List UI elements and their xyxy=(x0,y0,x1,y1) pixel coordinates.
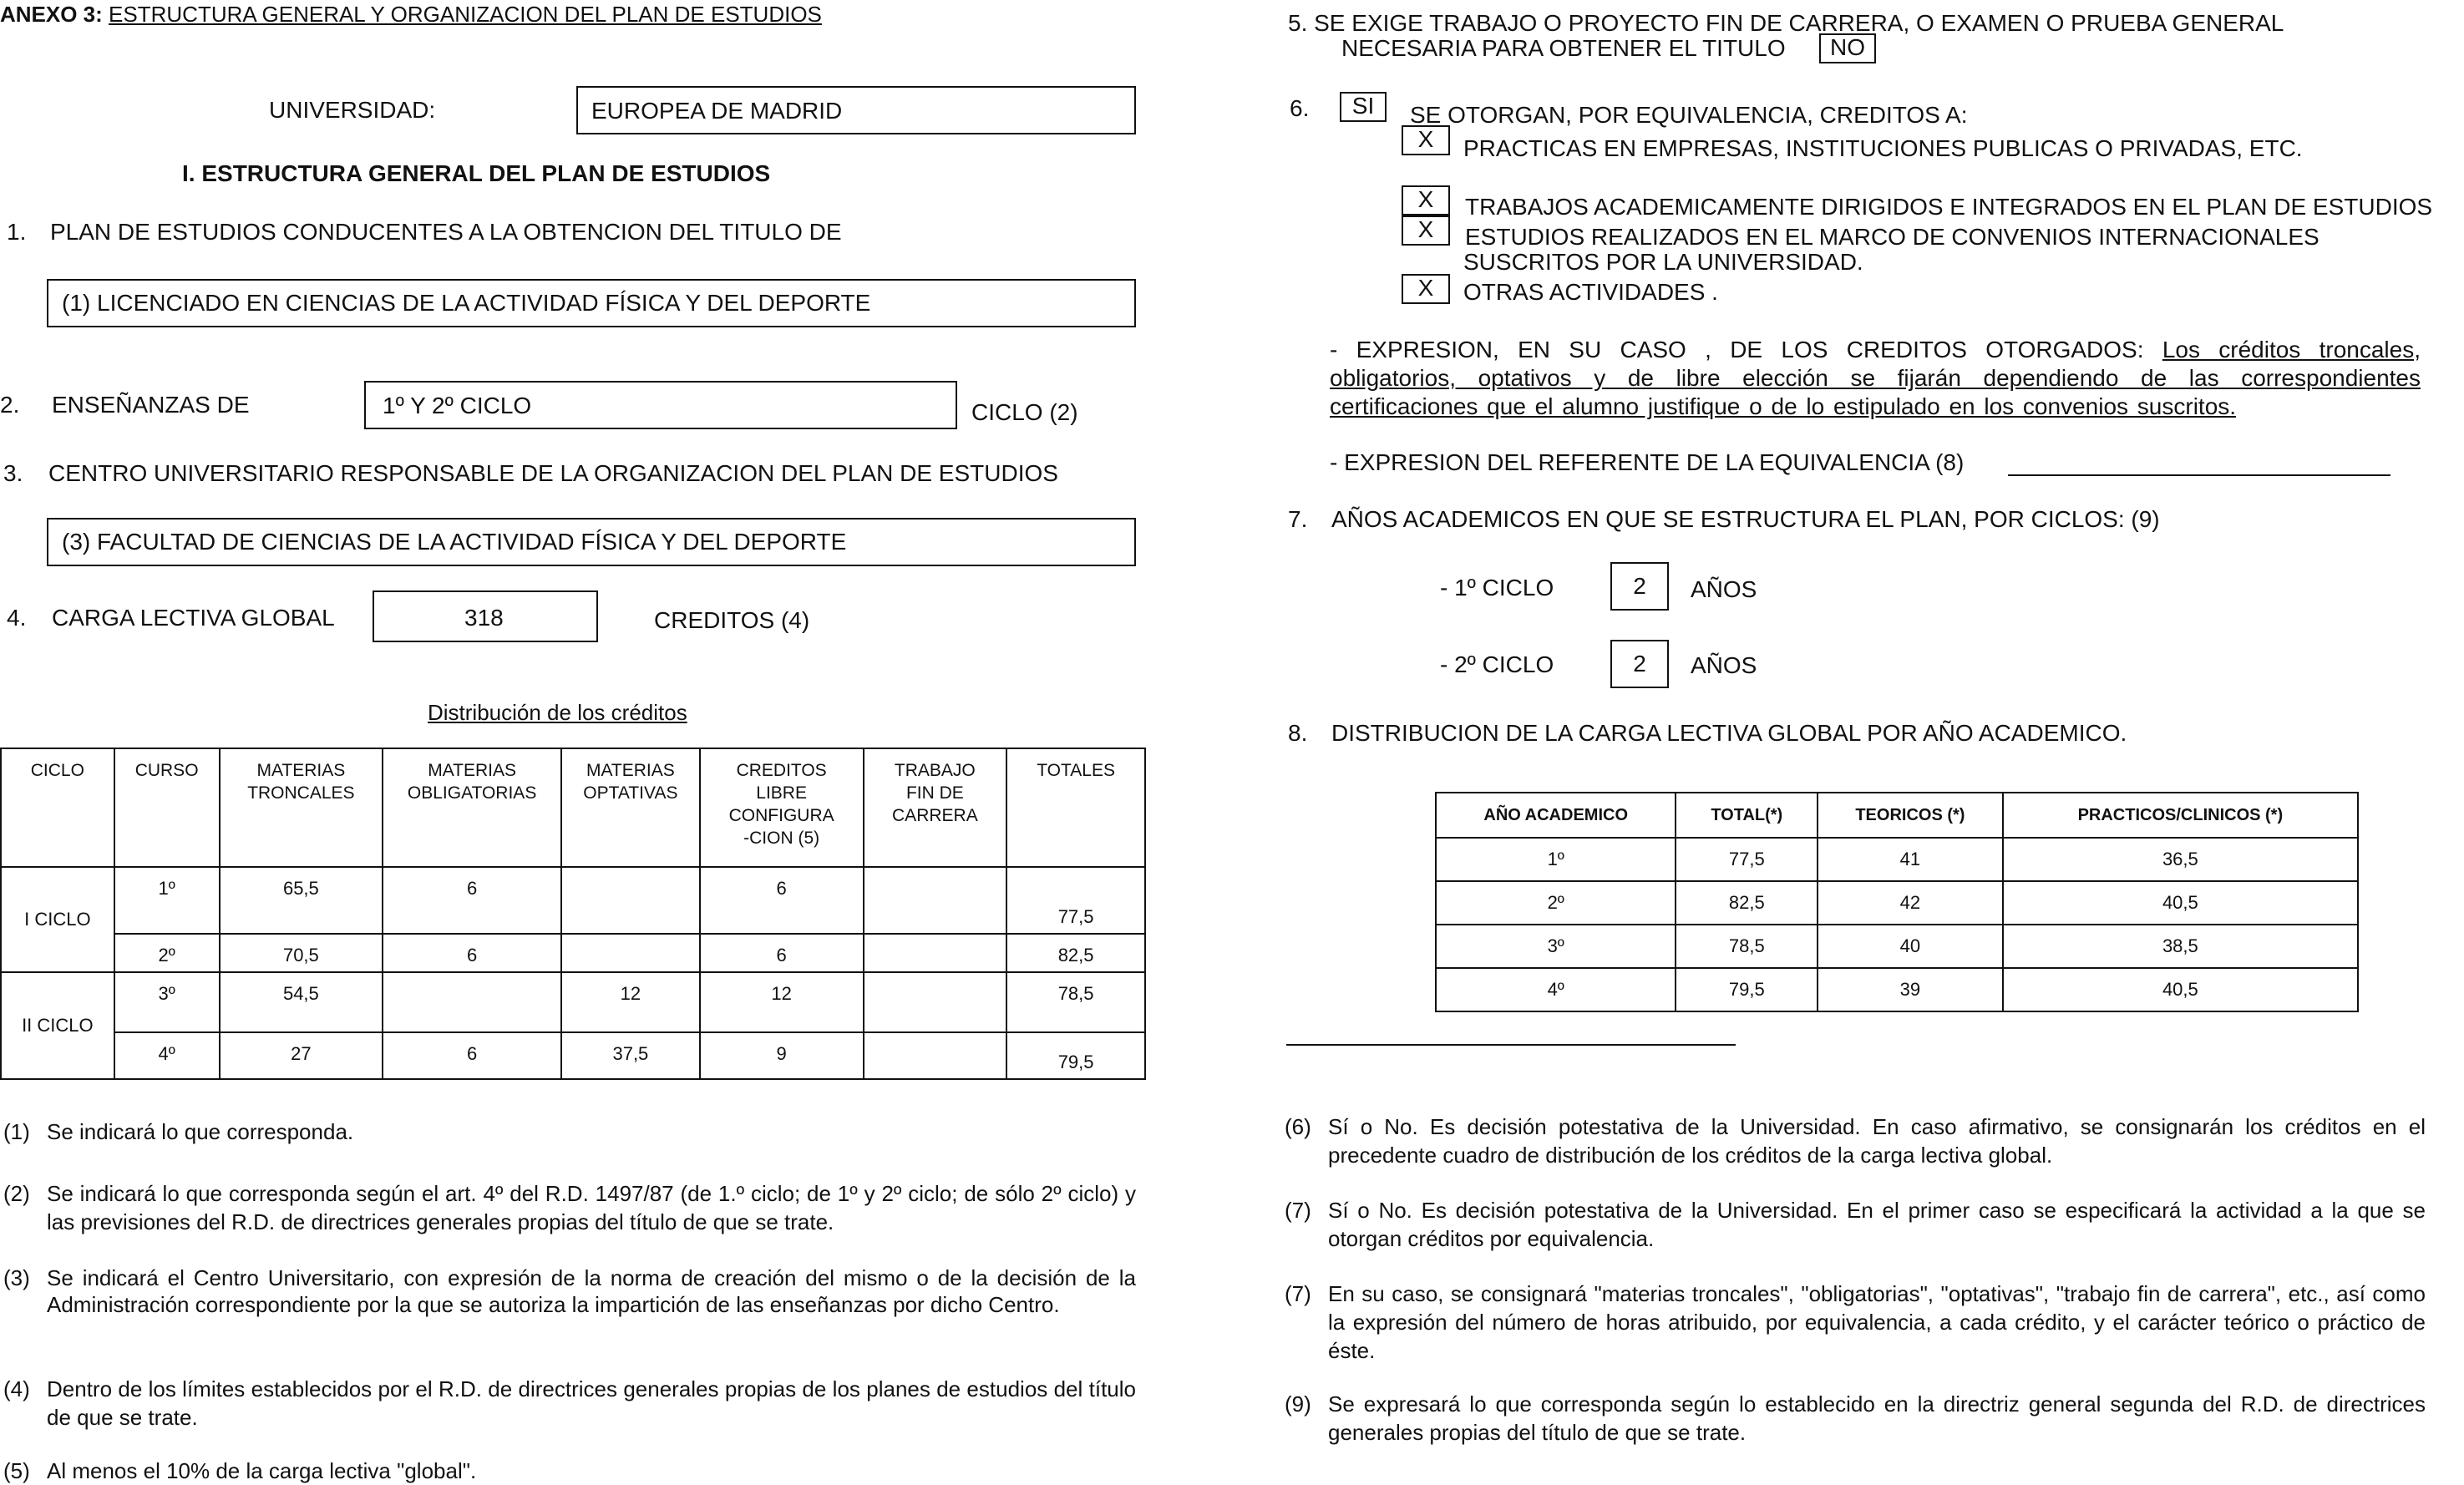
item2-label: ENSEÑANZAS DE xyxy=(52,392,250,418)
footnote-separator xyxy=(1286,1044,1736,1046)
optativas-cell: 12 xyxy=(561,972,700,1032)
referente-label: - EXPRESION DEL REFERENTE DE LA EQUIVALENCIA (8) xyxy=(1330,449,1965,475)
table-row xyxy=(1436,838,2358,881)
header-libre-configuracion: CREDITOS LIBRE CONFIGURA -CION (5) xyxy=(700,748,864,867)
item6-number: 6. xyxy=(1290,95,1310,121)
total-cell: 78,5 xyxy=(1006,972,1145,1032)
expresion-label: - EXPRESION, EN SU CASO , DE LOS CREDITOS OTORGADOS: xyxy=(1330,337,2144,362)
annual-load-table xyxy=(1435,792,2359,1012)
footnote-1 xyxy=(3,1118,1136,1146)
footnote-4 xyxy=(3,1375,1136,1432)
ciclo1-years-box: 2 xyxy=(1610,562,1669,611)
anio-cell: 1º xyxy=(1436,838,1676,881)
practicos-cell: 38,5 xyxy=(2003,925,2358,968)
item4-number: 4. xyxy=(7,605,27,631)
item4-suffix: CREDITOS (4) xyxy=(654,607,810,633)
ciclo2-label: - 2º CICLO xyxy=(1440,651,1554,677)
item3-label: CENTRO UNIVERSITARIO RESPONSABLE DE LA ORGANIZACION DEL PLAN DE ESTUDIOS xyxy=(48,460,1058,486)
table-row xyxy=(1,972,1145,1032)
carga-value: 318 xyxy=(464,605,504,631)
table-row xyxy=(1,867,1145,934)
footnote-2 xyxy=(3,1179,1136,1236)
footnote-5 xyxy=(3,1457,1136,1485)
teoricos-cell: 40 xyxy=(1818,925,2003,968)
footnote-text: En su caso, se consignará "materias troncales", "obligatorias", "optativas", "trabajo fin de carrera", etc., así como la expresión del número de horas atribuido, por equivalencia, a cada crédito, y el carácter teórico o práctico de éste. xyxy=(1328,1281,2426,1363)
distribution-title: Distribución de los créditos xyxy=(428,700,687,725)
item2-number: 2. xyxy=(0,392,20,418)
header-totales: TOTALES xyxy=(1006,748,1145,867)
obligatorias-cell: 6 xyxy=(383,934,561,972)
ensenanzas-value: 1º Y 2º CICLO xyxy=(383,393,532,418)
item5-line2: NECESARIA PARA OBTENER EL TITULO xyxy=(1341,35,1786,61)
total-cell: 78,5 xyxy=(1676,925,1818,968)
trabajo-cell xyxy=(864,934,1007,972)
section-title: I. ESTRUCTURA GENERAL DEL PLAN DE ESTUDIOS xyxy=(182,160,771,186)
curso-cell: 2º xyxy=(114,934,220,972)
obligatorias-cell xyxy=(383,972,561,1032)
footnote-number: (3) xyxy=(3,1265,30,1290)
anio-cell: 3º xyxy=(1436,925,1676,968)
table-row xyxy=(1436,925,2358,968)
total-cell: 77,5 xyxy=(1676,838,1818,881)
check-label-practicas: PRACTICAS EN EMPRESAS, INSTITUCIONES PUBLICAS O PRIVADAS, ETC. xyxy=(1463,135,2303,161)
footnote-9 xyxy=(1285,1390,2426,1447)
footnote-text: Se indicará lo que corresponda según el art. 4º del R.D. 1497/87 (de 1.º ciclo; de 1º y 2º ciclo; de sólo 2º ciclo) y las previsiones del R.D. de directrices generales propias del título de que se trate. xyxy=(47,1181,1136,1234)
header-practicos: PRACTICOS/CLINICOS (*) xyxy=(2003,793,2358,838)
footnote-text: Se expresará lo que corresponda según lo establecido en la directriz general segunda del R.D. de directrices generales propias del título de que se trate. xyxy=(1328,1391,2426,1445)
practicos-cell: 36,5 xyxy=(2003,838,2358,881)
footnote-text: Sí o No. Es decisión potestativa de la Universidad. En el primer caso se especificará la actividad a la que se otorgan créditos por equivalencia. xyxy=(1328,1198,2426,1251)
item2-suffix: CICLO (2) xyxy=(971,399,1078,425)
optativas-cell xyxy=(561,934,700,972)
trabajo-cell xyxy=(864,867,1007,934)
header-troncales: MATERIAS TRONCALES xyxy=(220,748,383,867)
total-cell: 82,5 xyxy=(1006,934,1145,972)
teoricos-cell: 41 xyxy=(1818,838,2003,881)
annex-title: ESTRUCTURA GENERAL Y ORGANIZACION DEL PLAN DE ESTUDIOS xyxy=(109,2,822,27)
ciclo-cell: I CICLO xyxy=(1,867,114,972)
anio-cell: 4º xyxy=(1436,968,1676,1011)
footnote-number: (7) xyxy=(1285,1281,1311,1306)
curso-cell: 1º xyxy=(114,867,220,934)
table-row xyxy=(1,1032,1145,1079)
troncales-cell: 70,5 xyxy=(220,934,383,972)
check-label-estudios: ESTUDIOS REALIZADOS EN EL MARCO DE CONVENIOS INTERNACIONALES xyxy=(1465,224,2320,250)
header-obligatorias: MATERIAS OBLIGATORIAS xyxy=(383,748,561,867)
referente-blank-line xyxy=(2008,474,2390,476)
libre-cell: 6 xyxy=(700,934,864,972)
ciclo2-anios: AÑOS xyxy=(1691,652,1757,678)
annex-label: ANEXO 3: xyxy=(0,2,103,27)
item4-label: CARGA LECTIVA GLOBAL xyxy=(52,605,335,631)
libre-cell: 6 xyxy=(700,867,864,934)
teoricos-cell: 39 xyxy=(1818,968,2003,1011)
footnote-text: Se indicará el Centro Universitario, con expresión de la norma de creación del mismo o de la decisión de la Administración correspondiente por la que se autoriza la impartición de las enseñanzas por dicho Centro. xyxy=(47,1265,1136,1317)
item1-number: 1. xyxy=(7,219,27,245)
item7-label: AÑOS ACADEMICOS EN QUE SE ESTRUCTURA EL PLAN, POR CICLOS: (9) xyxy=(1331,506,2160,532)
titulo-value: (1) LICENCIADO EN CIENCIAS DE LA ACTIVIDAD FÍSICA Y DEL DEPORTE xyxy=(62,290,871,316)
expresion-value: Los créditos troncales, obligatorios, optativos y de libre elección se fijarán dependiendo de las correspondientes certificaciones que el alumno justifique o de lo estipulado en los convenios suscritos. xyxy=(1330,337,2421,419)
obligatorias-cell: 6 xyxy=(383,867,561,934)
libre-cell: 12 xyxy=(700,972,864,1032)
check-box: X xyxy=(1402,215,1450,246)
optativas-cell xyxy=(561,867,700,934)
libre-cell: 9 xyxy=(700,1032,864,1079)
check-box: X xyxy=(1402,125,1450,155)
item6-label: SE OTORGAN, POR EQUIVALENCIA, CREDITOS A: xyxy=(1410,102,1968,128)
table-header-row xyxy=(1436,793,2358,838)
header-teoricos: TEORICOS (*) xyxy=(1818,793,2003,838)
troncales-cell: 65,5 xyxy=(220,867,383,934)
footnote-6 xyxy=(1285,1112,2426,1169)
table-row xyxy=(1436,881,2358,925)
practicos-cell: 40,5 xyxy=(2003,968,2358,1011)
footnote-text: Al menos el 10% de la carga lectiva "global". xyxy=(47,1458,477,1483)
optativas-cell: 37,5 xyxy=(561,1032,700,1079)
universidad-label: UNIVERSIDAD: xyxy=(269,97,436,123)
check-box: X xyxy=(1402,274,1450,304)
item8-label: DISTRIBUCION DE LA CARGA LECTIVA GLOBAL POR AÑO ACADEMICO. xyxy=(1331,720,2127,746)
check-label-estudios-cont: SUSCRITOS POR LA UNIVERSIDAD. xyxy=(1463,249,1863,275)
footnote-number: (7) xyxy=(1285,1198,1311,1223)
item5-line1: 5. SE EXIGE TRABAJO O PROYECTO FIN DE CARRERA, O EXAMEN O PRUEBA GENERAL xyxy=(1288,10,2284,36)
item7-number: 7. xyxy=(1288,506,1308,532)
footnote-number: (4) xyxy=(3,1376,30,1401)
obligatorias-cell: 6 xyxy=(383,1032,561,1079)
credit-distribution-table xyxy=(0,748,1146,1080)
ciclo1-label: - 1º CICLO xyxy=(1440,575,1554,601)
footnote-number: (2) xyxy=(3,1181,30,1206)
troncales-cell: 54,5 xyxy=(220,972,383,1032)
header-optativas: MATERIAS OPTATIVAS xyxy=(561,748,700,867)
ciclo2-years-box: 2 xyxy=(1610,640,1669,688)
trabajo-cell xyxy=(864,972,1007,1032)
check-box: X xyxy=(1402,185,1450,215)
practicos-cell: 40,5 xyxy=(2003,881,2358,925)
total-cell: 77,5 xyxy=(1006,867,1145,934)
item1-label: PLAN DE ESTUDIOS CONDUCENTES A LA OBTENCION DEL TITULO DE xyxy=(50,219,842,245)
header-total: TOTAL(*) xyxy=(1676,793,1818,838)
proyecto-fin-box: NO xyxy=(1819,33,1876,63)
teoricos-cell: 42 xyxy=(1818,881,2003,925)
footnote-text: Se indicará lo que corresponda. xyxy=(47,1119,354,1144)
footnote-7b xyxy=(1285,1280,2426,1365)
centro-value: (3) FACULTAD DE CIENCIAS DE LA ACTIVIDAD FÍSICA Y DEL DEPORTE xyxy=(62,529,847,555)
header-ciclo: CICLO xyxy=(1,748,114,867)
curso-cell: 4º xyxy=(114,1032,220,1079)
annex-heading xyxy=(0,2,822,28)
header-anio: AÑO ACADEMICO xyxy=(1436,793,1676,838)
expresion-creditos xyxy=(1330,336,2421,421)
total-cell: 79,5 xyxy=(1676,968,1818,1011)
check-label-otras: OTRAS ACTIVIDADES . xyxy=(1463,279,1718,305)
footnote-number: (5) xyxy=(3,1458,30,1483)
trabajo-cell xyxy=(864,1032,1007,1079)
footnote-number: (6) xyxy=(1285,1114,1311,1139)
curso-cell: 3º xyxy=(114,972,220,1032)
footnote-text: Dentro de los límites establecidos por el R.D. de directrices generales propias de los planes de estudios del título de que se trate. xyxy=(47,1376,1136,1430)
ciclo-cell: II CICLO xyxy=(1,972,114,1079)
footnote-number: (1) xyxy=(3,1119,30,1144)
footnote-7a xyxy=(1285,1196,2426,1253)
header-trabajo-fin: TRABAJO FIN DE CARRERA xyxy=(864,748,1007,867)
ciclo1-anios: AÑOS xyxy=(1691,576,1757,602)
troncales-cell: 27 xyxy=(220,1032,383,1079)
total-cell: 79,5 xyxy=(1006,1032,1145,1079)
item3-number: 3. xyxy=(3,460,23,486)
footnote-number: (9) xyxy=(1285,1391,1311,1417)
equivalencia-box: SI xyxy=(1340,92,1387,122)
table-row xyxy=(1436,968,2358,1011)
item8-number: 8. xyxy=(1288,720,1308,746)
footnote-3 xyxy=(3,1265,1136,1318)
header-curso: CURSO xyxy=(114,748,220,867)
table-row xyxy=(1,934,1145,972)
footnote-text: Sí o No. Es decisión potestativa de la Universidad. En caso afirmativo, se consignarán los créditos en el precedente cuadro de distribución de los créditos de la carga lectiva global. xyxy=(1328,1114,2426,1168)
anio-cell: 2º xyxy=(1436,881,1676,925)
table-header-row xyxy=(1,748,1145,867)
universidad-value: EUROPEA DE MADRID xyxy=(591,98,843,124)
check-label-trabajos: TRABAJOS ACADEMICAMENTE DIRIGIDOS E INTEGRADOS EN EL PLAN DE ESTUDIOS xyxy=(1465,194,2433,220)
total-cell: 82,5 xyxy=(1676,881,1818,925)
